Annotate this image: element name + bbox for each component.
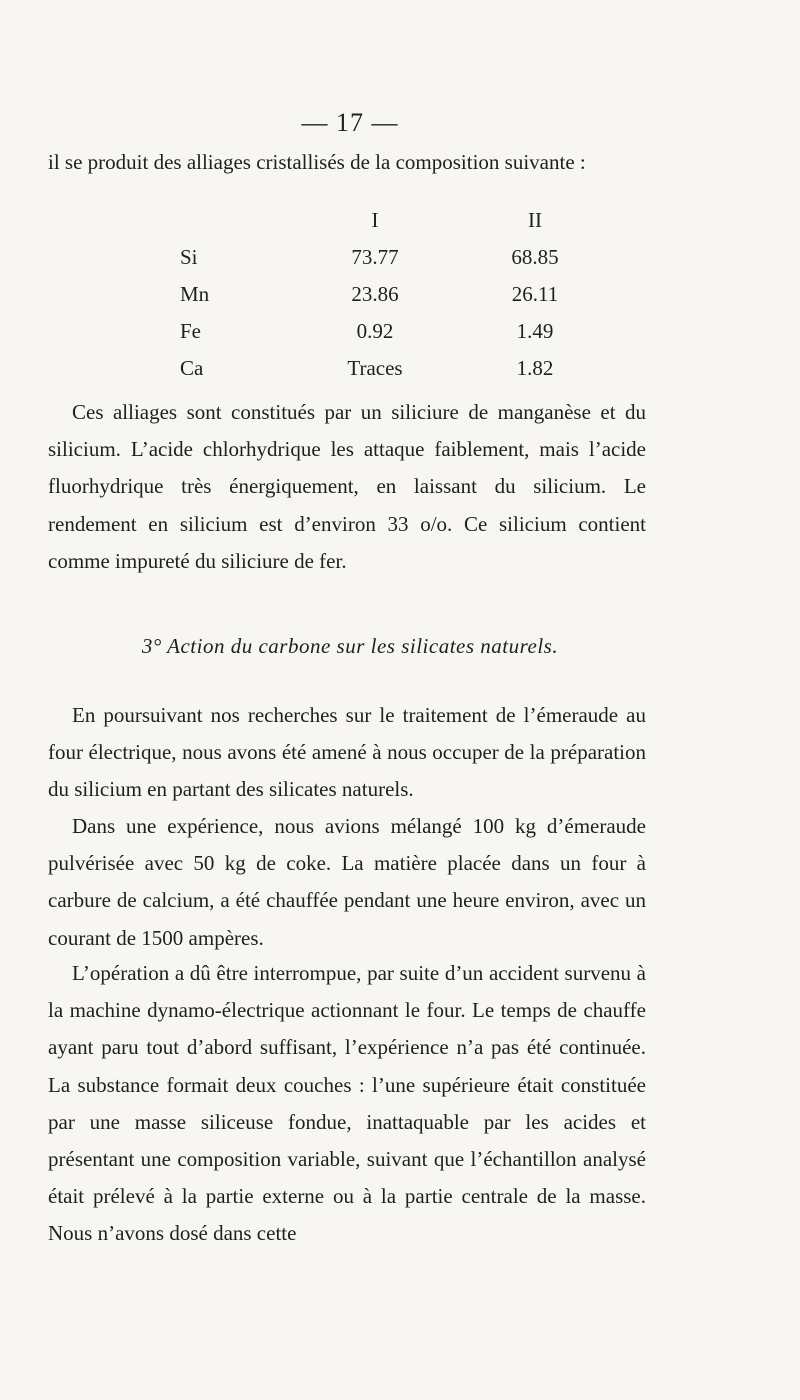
value-cell-1: 0.92 xyxy=(356,319,394,343)
table-row xyxy=(180,350,590,387)
table-row xyxy=(180,276,590,313)
paragraph-research: En poursuivant nos recherches sur le traitement de l’émeraude au four électrique, nous avons été amené à nous occuper de la préparation du silicium en partant des silicates naturels. xyxy=(48,703,646,802)
table-row xyxy=(180,239,590,276)
section-heading: 3° Action du carbone sur les silicates naturels. xyxy=(141,634,559,658)
value-cell-1: 23.86 xyxy=(351,282,399,306)
intro-sentence: il se produit des alliages cristallisés de la composition suivante : xyxy=(48,150,586,174)
element-cell: Si xyxy=(180,245,198,269)
value-cell-2: 68.85 xyxy=(511,245,559,269)
value-cell-1: Traces xyxy=(347,356,403,380)
value-cell-1: 73.77 xyxy=(351,245,399,269)
table-header-alloy-1: I xyxy=(371,208,379,232)
paragraph-alloys: Ces alliages sont constitués par un siliciure de manganèse et du silicium. L’acide chlorhydrique les attaque faiblement, mais l’acide fluorhydrique très énergiquement, en laissant du silicium. Le rendement en silicium est d’environ 33 o/o. Ce silicium contient comme impureté du siliciure de fer. xyxy=(48,400,646,573)
element-cell: Fe xyxy=(180,319,201,343)
paragraph-experiment: Dans une expérience, nous avions mélangé 100 kg d’émeraude pulvérisée avec 50 kg de coke. La matière placée dans un four à carbure de calcium, a été chauffée pendant une heure environ, avec un courant de 1500 ampères. xyxy=(48,814,646,950)
paragraph-operation: L’opération a dû être interrompue, par suite d’un accident survenu à la machine dynamo-électrique actionnant le four. Le temps de chauffe ayant paru tout d’abord suffisant, l’expérience n’a pas été continuée. La substance formait deux couches : l’une supérieure était constituée par une masse siliceuse fondue, inattaquable par les acides et présentant une composition variable, suivant que l’échantillon analysé était prélevé à la partie externe ou à la partie centrale de la masse. Nous n’avons dosé dans cette xyxy=(48,961,646,1246)
value-cell-2: 26.11 xyxy=(511,282,559,306)
table-header-row xyxy=(180,202,590,239)
table-header-alloy-2: II xyxy=(528,208,542,232)
page-number: — 17 — xyxy=(301,108,399,137)
value-cell-2: 1.82 xyxy=(516,356,554,380)
table-row xyxy=(180,313,590,350)
value-cell-2: 1.49 xyxy=(516,319,554,343)
element-cell: Ca xyxy=(180,356,204,380)
composition-table xyxy=(180,202,590,387)
element-cell: Mn xyxy=(180,282,210,306)
table-header-element xyxy=(180,202,270,239)
